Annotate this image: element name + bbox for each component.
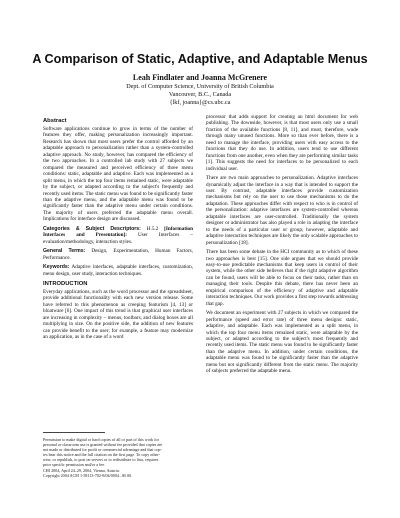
- footnote-line: Permission to make digital or hard copies of all or part of this work for: [43, 437, 159, 442]
- categories-bold: [Information Interfaces and Presentation]:: [43, 225, 193, 239]
- categories-code: H.5.2: [140, 225, 165, 232]
- introduction-heading: INTRODUCTION: [43, 280, 88, 287]
- footnote-line: prior specific permission and/or a fee.: [43, 462, 106, 468]
- author-email: {lkf, joanna}@cs.ubc.ca: [169, 99, 231, 106]
- keywords-paragraph: [43, 264, 193, 277]
- left-column: [43, 114, 193, 344]
- right-paragraph-1: processor that adds support for creating an html document for web publishing. The downside, however, is that most users only use a small fraction of the available functions [8, 11], and must, therefore, wade through many unused functions. More so than ever before, there is a need to manage the interface, providing users with easy access to the functions that they do use. In addition, users tend to use different functions from one another, even when they are performing similar tasks [1]. This suggests the need for interfaces to be personalized to each individual user.: [206, 114, 358, 172]
- footnote-line: wise, or republish, to post on servers or to redistribute to lists, requires: [43, 457, 159, 463]
- footnote-line: personal or classroom use is granted without fee provided that copies are: [43, 442, 163, 448]
- footnote-rule: [43, 432, 105, 433]
- footnote-line: CHI 2004, April 24–29, 2004, Vienna, Austria.: [43, 467, 120, 473]
- categories-text: User Interfaces – evaluation/methodology, interaction styles.: [43, 232, 193, 245]
- introduction-text: Everyday applications, such as the word processor and the spreadsheet, provide additional functionality with each new version release. Some have referred to this phenomenon as creeping featurism [4, 13] or bloatware [6]. One impact of this trend is that graphical user interfaces are increasing in complexity – menus, toolbars, and dialog boxes are all multiplying in size. On the positive side, the addition of new features can provide benefit to the user; for example, a feature may modernize an application, as in the case of a word: [43, 288, 193, 341]
- right-paragraph-3: There has been some debate in the HCI community as to which of these two approaches is best [15]. One side argues that we should provide easy-to-use predictable mechanisms that keep users in control of their system, while the other side believes that if the right adaptive algorithm can be found, users will be able to focus on their tasks, rather than on managing their tools. Despite this debate, there has never been an empirical comparison of the efficiency of adaptive and adaptable interaction techniques. Our work provides a first step towards addressing that gap.: [206, 249, 358, 307]
- author-names: Leah Findlater and Joanna McGrenere: [132, 73, 268, 82]
- author-block: [0, 73, 400, 107]
- general-terms-heading: General Terms:: [43, 248, 86, 255]
- general-terms-paragraph: [43, 248, 193, 261]
- categories-paragraph: [43, 226, 193, 245]
- keywords-text: Adaptive interfaces, adaptable interfaces, customization, menu design, user study, interaction techniques.: [43, 264, 193, 277]
- general-terms-text: Design, Experimentation, Human Factors, Performance.: [43, 248, 193, 261]
- footnote-line: Copyright 2004 ACM 1-58113-702-8/04/0004...$5.00.: [43, 472, 133, 478]
- author-location: Vancouver, B.C., Canada: [168, 91, 232, 98]
- abstract-heading: Abstract: [43, 118, 67, 124]
- author-affiliation: Dept. of Computer Science, University of British Columbia: [126, 83, 274, 90]
- right-paragraph-2: There are two main approaches to personalization. Adaptive interfaces dynamically adjust the interface in a way that is intended to support the user. By contrast, adaptable interfaces provide customization mechanisms but rely on the user to use those mechanisms to do the adaptation. These approaches differ with respect to who is in control of the personalization: adaptive interfaces are system-controlled whereas adaptable interfaces are user-controlled. Traditionally the system designer or administrator has also played a role in adapting the interface to the needs of a particular user or group; however, adaptable and adaptive interaction techniques are likely the only scalable approaches to personalization [18].: [206, 175, 358, 246]
- footnote-line: ies bear this notice and the full citation on the first page. To copy other-: [43, 452, 160, 458]
- paper-title: A Comparison of Static, Adaptive, and Adaptable Menus: [32, 52, 368, 66]
- abstract-text: Software applications continue to grow in terms of the number of features they offer, making personalization increasingly important. Research has shown that most users prefer the control afforded by an adaptable approach to personalization rather than a system-controlled adaptive approach. No study, however, has compared the efficiency of the two approaches. In a controlled lab study with 27 subjects we compared the measured and perceived efficiency of three menu conditions: static, adaptable and adaptive. Each was implemented as a split menu, in which the top four items remained static, were adaptable by the subject, or adapted according to the subject's frequently and recently used items. The static menu was found to be significantly faster than the adaptive menu, and the adaptable menu was found to be significantly faster than the adaptive menu under certain conditions. The majority of users preferred the adaptable menu overall. Implications for interface design are discussed.: [43, 126, 194, 223]
- categories-heading: Categories & Subject Descriptors:: [43, 225, 141, 232]
- right-paragraph-4: We document an experiment with 27 subjects in which we compared the performance (speed and error rate) of three menu designs: static, adaptive, and adaptable. Each was implemented as a split menu, in which the top four menu items remained static, were adaptable by the subject, or adapted according to the subject's most frequently and recently used items. The static menu was found to be significantly faster than the adaptive menu. In addition, under certain conditions, the adaptable menu was found to be significantly faster than the adaptive menu but not significantly different from the static menu. The majority of subjects preferred the adaptable menu.: [206, 310, 358, 375]
- right-column: [206, 114, 358, 378]
- copyright-footnote: [43, 437, 193, 478]
- keywords-heading: Keywords:: [43, 264, 70, 271]
- footnote-line: not made or distributed for profit or commercial advantage and that cop-: [43, 447, 162, 453]
